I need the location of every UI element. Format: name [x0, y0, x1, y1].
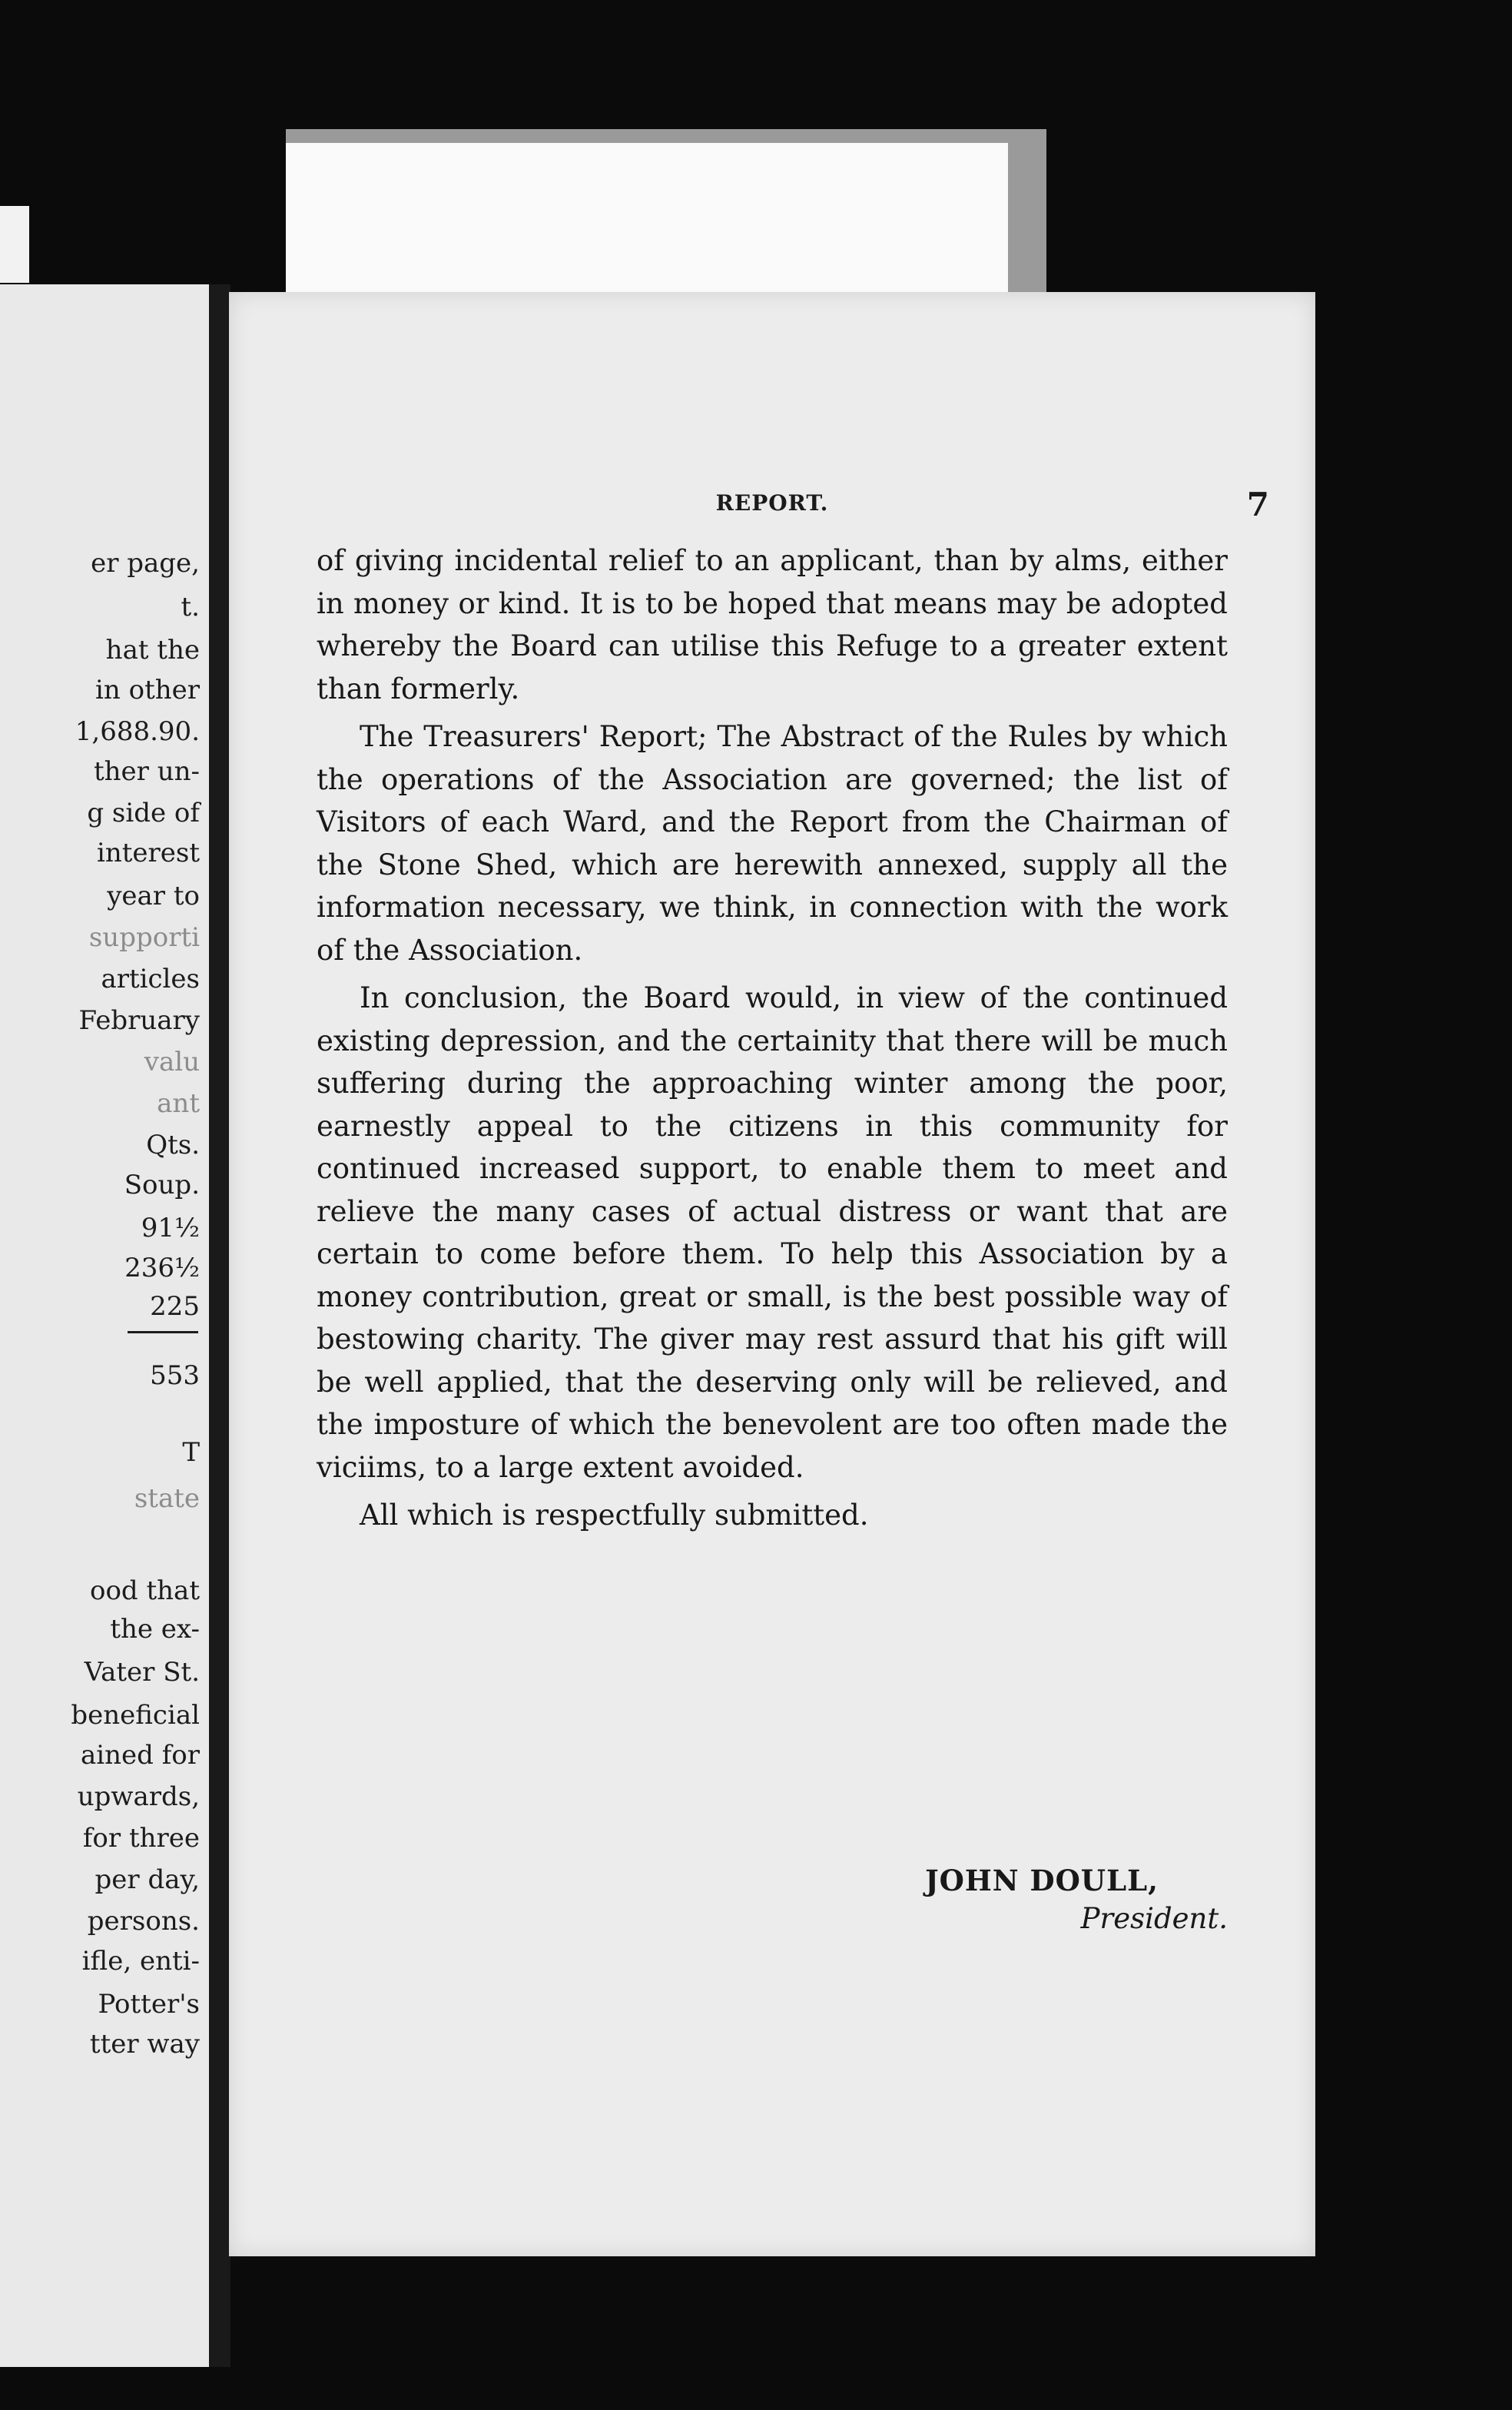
signature-block: [317, 1864, 1228, 1935]
page-number: 7: [1246, 486, 1269, 523]
facing-page-line: tter way: [89, 2029, 200, 2060]
facing-page-line: per day,: [94, 1864, 200, 1895]
paragraph: of giving incidental relief to an applicant, than by alms, either in money or kind. It is to be hoped that means may be adopted whereby the Board can utilise this Refuge to a greater extent than formerly.: [317, 544, 1228, 705]
facing-page-line: ifle, enti-: [81, 1946, 200, 1977]
facing-page-rule: [128, 1331, 198, 1333]
facing-page-line: 553: [150, 1360, 200, 1391]
facing-page-line: ther un-: [93, 756, 200, 787]
facing-page-line: 91½: [141, 1213, 200, 1243]
facing-page: [0, 284, 209, 2367]
facing-page-line: supporti: [88, 922, 200, 953]
facing-page-line: state: [134, 1483, 200, 1514]
facing-page-line: er page,: [91, 548, 200, 579]
facing-page-line: Soup.: [124, 1170, 200, 1200]
facing-page-line: February: [78, 1005, 200, 1036]
facing-page-line: t.: [181, 592, 200, 622]
facing-page-line: persons.: [87, 1906, 200, 1937]
facing-page-line: 236½: [124, 1253, 200, 1283]
running-head: REPORT.: [715, 490, 829, 516]
facing-page-line: ained for: [80, 1740, 200, 1771]
book-gutter: [209, 284, 230, 2367]
facing-page-line: upwards,: [77, 1781, 200, 1812]
facing-page-line: ant: [157, 1088, 200, 1119]
facing-page-line: 1,688.90.: [75, 716, 200, 747]
facing-page-line: Qts.: [146, 1130, 200, 1160]
facing-page-line: in other: [95, 675, 200, 705]
facing-page-line: Vater St.: [84, 1657, 200, 1688]
facing-page-line: the ex-: [110, 1614, 200, 1645]
page-tab: [286, 143, 1008, 300]
facing-page-line: articles: [101, 964, 200, 994]
signatory-title: President.: [1080, 1902, 1228, 1935]
paragraph: The Treasurers' Report; The Abstract of the Rules by which the operations of the Association are governed; the list of Visitors of each Ward, and the Report from the Chairman of the Stone Shed, which are herewith annexed, supply all the information necessary, we think, in connection with the work of the Association.: [317, 720, 1228, 967]
facing-page-line: 225: [150, 1291, 200, 1322]
page-tab-left: [0, 206, 29, 283]
facing-page-line: year to: [107, 881, 200, 911]
facing-page-line: valu: [144, 1047, 200, 1077]
facing-page-line: T: [182, 1437, 200, 1468]
page-header: [275, 486, 1269, 532]
facing-page-line: beneficial: [71, 1700, 200, 1731]
facing-page-line: interest: [96, 838, 200, 868]
facing-page-line: Potter's: [98, 1989, 200, 2020]
report-body: [317, 539, 1228, 1542]
facing-page-line: for three: [82, 1823, 200, 1854]
facing-page-line: hat the: [105, 635, 200, 666]
paragraph: In conclusion, the Board would, in view of the continued existing depression, and the certainity that there will be much suffering during the approaching winter among the poor, earnestly appeal to the citizens in this community for continued increased support, to enable them to meet and relieve the many cases of actual distress or want that are certain to come before them. To help this Association by a money contribution, great or small, is the best possible way of bestowing charity. The giver may rest assurd that his gift will be well applied, that the deserving only will be relieved, and the imposture of which the benevolent are too often made the viciims, to a large extent avoided.: [317, 981, 1228, 1484]
facing-page-line: ood that: [89, 1575, 200, 1606]
facing-page-line: g side of: [87, 798, 200, 828]
signatory-name: JOHN DOULL,: [925, 1864, 1159, 1897]
paragraph: All which is respectfully submitted.: [360, 1499, 869, 1532]
document-page: [229, 292, 1315, 2256]
